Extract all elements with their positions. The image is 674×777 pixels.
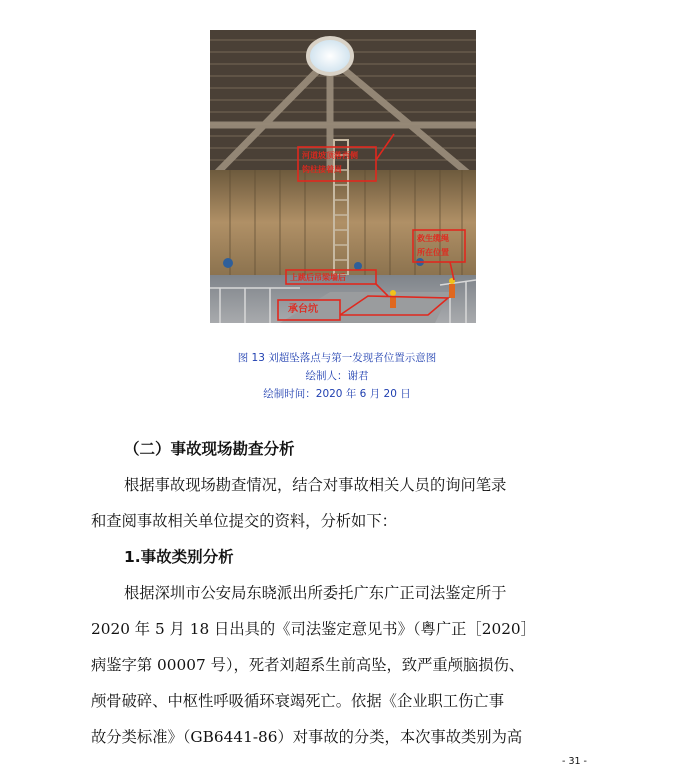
figure-caption-title: 图 13 刘超坠落点与第一发现者位置示意图 bbox=[237, 352, 437, 364]
annotation-label-b-line2: 所在位置 bbox=[417, 248, 449, 257]
annotation-label-a-line2: 钩柱接着周 bbox=[302, 165, 342, 174]
annotation-label-d: 承台坑 bbox=[288, 304, 318, 315]
figure-caption-date: 绘制时间：2020 年 6 月 20 日 bbox=[263, 388, 411, 400]
body-line-2: 2020 年 5 月 18 日出具的《司法鉴定意见书》（粤广正［2020］ bbox=[91, 620, 536, 638]
section-heading: （二）事故现场勘查分析 bbox=[124, 440, 295, 458]
annotation-label-b-line1: 救生缆绳 bbox=[417, 234, 449, 243]
intro-line-1: 根据事故现场勘查情况，结合对事故相关人员的询问笔录 bbox=[124, 476, 507, 494]
body-line-4: 颅骨破碎、中枢性呼吸循环衰竭死亡。依据《企业职工伤亡事 bbox=[91, 692, 505, 710]
annotation-label-c: 上跳后吊梁墙后 bbox=[290, 273, 346, 282]
figure-caption-author: 绘制人：谢君 bbox=[305, 370, 369, 382]
body-line-1: 根据深圳市公安局东晓派出所委托广东广正司法鉴定所于 bbox=[124, 584, 507, 602]
sub-heading: 1.事故类别分析 bbox=[124, 548, 234, 566]
site-photo bbox=[210, 30, 476, 323]
body-line-5: 故分类标准》（GB6441-86）对事故的分类，本次事故类别为高 bbox=[91, 728, 523, 746]
page-number: - 31 - bbox=[562, 756, 587, 767]
body-line-3: 病鉴字第 00007 号），死者刘超系生前高坠，致严重颅脑损伤、 bbox=[91, 656, 525, 674]
annotation-label-a-line1: 河道坡顶落西侧 bbox=[302, 151, 358, 160]
intro-line-2: 和查阅事故相关单位提交的资料，分析如下： bbox=[91, 512, 397, 530]
